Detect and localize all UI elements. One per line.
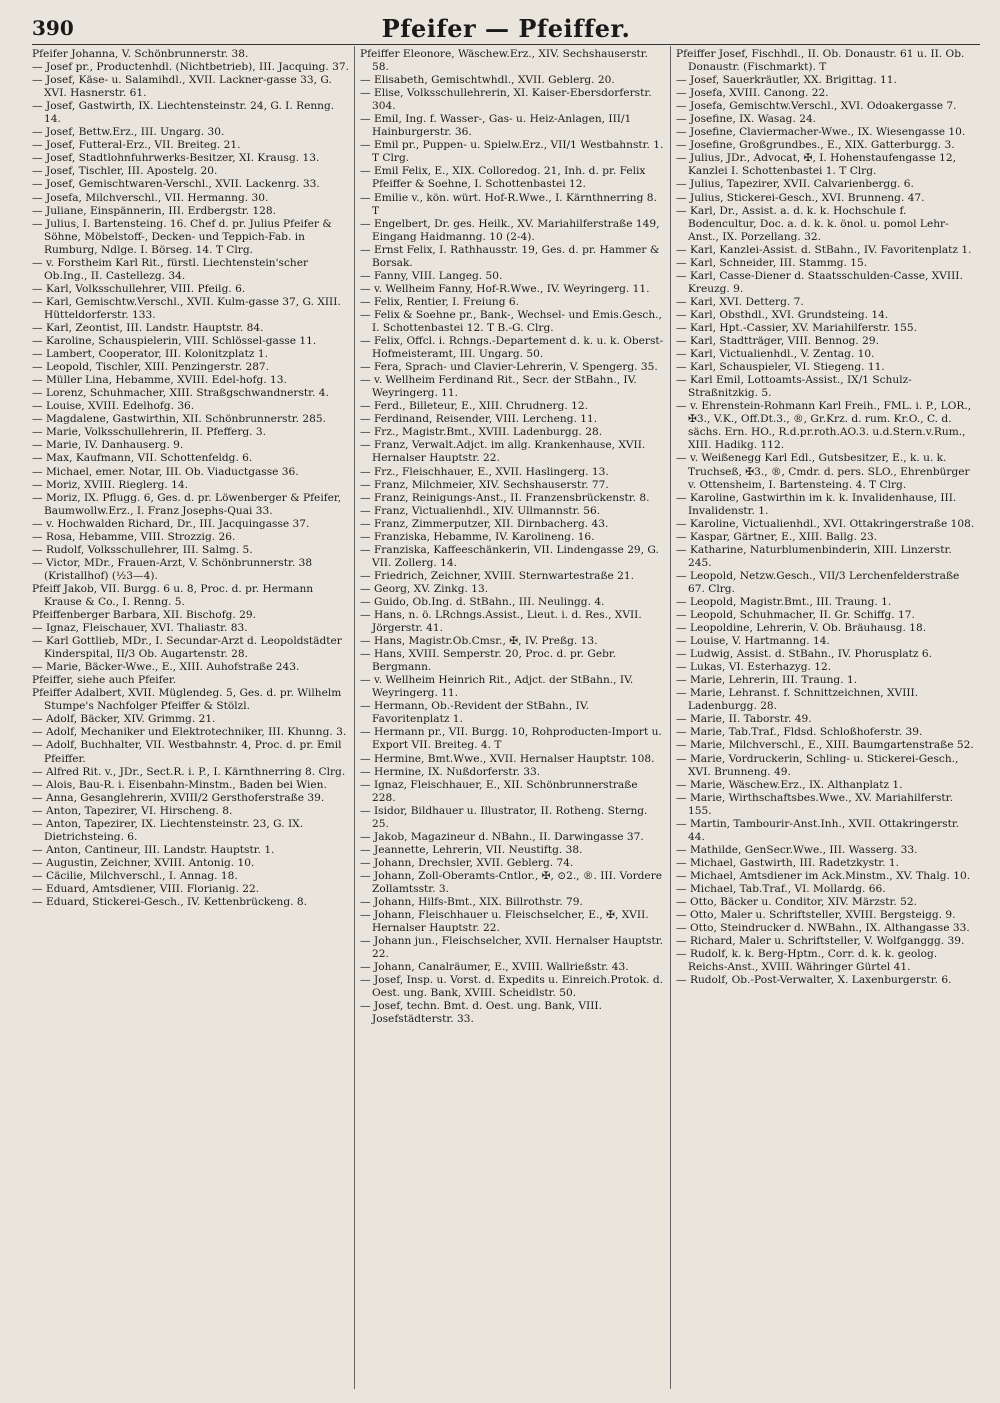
directory-entry: — Leopold, Magistr.Bmt., III. Traung. 1. — [676, 595, 892, 608]
directory-entry: — Johann jun., Fleischselcher, XVII. Hernalser Hauptstr. 22. — [360, 935, 664, 961]
directory-entry: — Karoline, Schauspielerin, VIII. Schlössel-gasse 11. — [32, 335, 317, 348]
directory-entry: — Fanny, VIII. Langeg. 50. — [360, 269, 503, 282]
column-right — [676, 48, 978, 987]
directory-entry: — Hans, n. ö. LRchngs.Assist., Lieut. i. d. Res., XVII. Jörgerstr. 41. — [360, 609, 642, 635]
directory-entry: Pfeiffer Josef, Fischhdl., II. Ob. Donaustr. 61 u. II. Ob. Donaustr. (Fischmarkt). T — [676, 48, 965, 74]
directory-entry: — Josef, techn. Bmt. d. Oest. ung. Bank, VIII. Josefstädterstr. 33. — [360, 1000, 602, 1026]
directory-entry: — Otto, Bäcker u. Conditor, XIV. Märzstr. 52. — [676, 896, 917, 909]
directory-entry: — Engelbert, Dr. ges. Heilk., XV. Mariahilferstraße 149, Eingang Haidmanng. 10 (2-4). — [360, 217, 660, 243]
directory-entry: — Franz, Reinigungs-Anst., II. Franzensbrückenstr. 8. — [360, 491, 650, 504]
directory-entry: — Moriz, IX. Pflugg. 6, Ges. d. pr. Löwenberger & Pfeifer, Baumwollw.Erz., I. Franz Josephs-Quai 33. — [32, 491, 342, 517]
directory-entry: — Adolf, Buchhalter, VII. Westbahnstr. 4, Proc. d. pr. Emil Pfeiffer. — [32, 739, 342, 765]
directory-entry: — Johann, Fleischhauer u. Fleischselcher, E., ✠, XVII. Hernalser Hauptstr. 22. — [360, 909, 649, 935]
directory-entry: — Josefa, Gemischtw.Verschl., XVI. Odoakergasse 7. — [676, 100, 957, 113]
directory-entry: — Moriz, XVIII. Rieglerg. 14. — [32, 478, 188, 491]
directory-entry: — Karl, Victualienhdl., V. Zentag. 10. — [676, 348, 875, 361]
directory-entry: — Hermine, IX. Nußdorferstr. 33. — [360, 765, 541, 778]
directory-entry: — Augustin, Zeichner, XVIII. Antonig. 10. — [32, 856, 255, 869]
directory-entry: — Anton, Tapezirer, IX. Liechtensteinstr. 23, G. IX. Dietrichsteing. 6. — [32, 817, 304, 843]
directory-entry: — Anton, Tapezirer, VI. Hirscheng. 8. — [32, 804, 233, 817]
directory-entry: — Friedrich, Zeichner, XVIII. Sternwartestraße 21. — [360, 569, 635, 582]
directory-entry: — Müller Lina, Hebamme, XVIII. Edel-hofg. 13. — [32, 374, 287, 387]
directory-entry: — Josef, Futteral-Erz., VII. Breiteg. 21. — [32, 139, 241, 152]
column-left — [32, 48, 350, 909]
directory-entry: — v. Forstheim Karl Rit., fürstl. Liechtenstein'scher Ob.Ing., II. Castellezg. 34. — [32, 256, 309, 282]
directory-entry: — Josefine, IX. Wasag. 24. — [676, 113, 817, 126]
directory-entry: — Fera, Sprach- und Clavier-Lehrerin, V. Spengerg. 35. — [360, 361, 658, 374]
directory-entry: — Karl Emil, Lottoamts-Assist., IX/1 Schulz-Straßnitzkig. 5. — [676, 374, 912, 400]
column-divider — [670, 46, 671, 1389]
directory-entry: — Hermann, Ob.-Revident der StBahn., IV. Favoritenplatz 1. — [360, 700, 590, 726]
directory-entry: — Emil pr., Puppen- u. Spielw.Erz., VII/1 Westbahnstr. 1. T Clrg. — [360, 139, 664, 165]
directory-entry: — Franz, Victualienhdl., XIV. Ullmannstr. 56. — [360, 504, 601, 517]
directory-entry: — Lambert, Cooperator, III. Kolonitzplatz 1. — [32, 348, 268, 361]
directory-entry: — Michael, Gastwirth, III. Radetzkystr. 1. — [676, 856, 900, 869]
directory-entry: — Otto, Steindrucker d. NWBahn., IX. Althangasse 33. — [676, 922, 970, 935]
directory-entry: — Emil Felix, E., XIX. Colloredog. 21, Inh. d. pr. Felix Pfeiffer & Soehne, I. Schottenbastei 12. — [360, 165, 646, 191]
directory-entry: — Karl Gottlieb, MDr., I. Secundar-Arzt d. Leopoldstädter Kinderspital, II/3 Ob. Augartenstr. 28. — [32, 635, 342, 661]
directory-entry: — Elisabeth, Gemischtwhdl., XVII. Geblerg. 20. — [360, 74, 615, 87]
directory-entry: — Karl, Zeontist, III. Landstr. Hauptstr. 84. — [32, 321, 264, 334]
directory-entry: — v. Hochwalden Richard, Dr., III. Jacquingasse 37. — [32, 517, 310, 530]
directory-entry: — Marie, Wäschew.Erz., IX. Althanplatz 1. — [676, 778, 903, 791]
page-header — [32, 10, 980, 46]
directory-entry: — Marie, Vordruckerin, Schling- u. Stickerei-Gesch., XVI. Brunneng. 49. — [676, 752, 959, 778]
directory-entry: — Hermann pr., VII. Burgg. 10, Rohproducten-Import u. Export VII. Breiteg. 4. T — [360, 726, 662, 752]
directory-entry: — Martin, Tambourir-Anst.Inh., XVII. Ottakringerstr. 44. — [676, 817, 960, 843]
directory-entry: — Julius, Tapezirer, XVII. Calvarienbergg. 6. — [676, 178, 914, 191]
directory-entry: — Ignaz, Fleischhauer, E., XII. Schönbrunnerstraße 228. — [360, 778, 638, 804]
directory-entry: — Eduard, Stickerei-Gesch., IV. Kettenbrückeng. 8. — [32, 896, 308, 909]
directory-entry: — Hans, Magistr.Ob.Cmsr., ✠, IV. Preßg. 13. — [360, 635, 598, 648]
directory-entry: — Karoline, Gastwirthin im k. k. Invalidenhause, III. Invalidenstr. 1. — [676, 491, 957, 517]
directory-entry: — Eduard, Amtsdiener, VIII. Florianig. 22. — [32, 883, 260, 895]
directory-entry: — Frz., Fleischhauer, E., XVII. Haslingerg. 13. — [360, 465, 609, 478]
header-rule — [32, 44, 980, 45]
directory-entry: — Karl, Volksschullehrer, VIII. Pfeilg. 6. — [32, 282, 246, 295]
directory-entry: — Rudolf, Ob.-Post-Verwalter, X. Laxenburgerstr. 6. — [676, 974, 952, 987]
directory-entry: — Rudolf, k. k. Berg-Hptm., Corr. d. k. k. geolog. Reichs-Anst., XVIII. Währinger Gürtel 41. — [676, 948, 938, 974]
directory-entry: — Marie, Tab.Traf., Fldsd. Schloßhoferstr. 39. — [676, 726, 923, 739]
page-title: Pfeifer — Pfeiffer. — [381, 14, 631, 43]
page-number: 390 — [32, 16, 74, 40]
directory-entry: — Marie, IV. Danhauserg. 9. — [32, 439, 184, 452]
directory-entry: — Josefa, XVIII. Canong. 22. — [676, 87, 829, 100]
directory-entry: — Josef, Bettw.Erz., III. Ungarg. 30. — [32, 126, 225, 139]
directory-entry: — Leopold, Netzw.Gesch., VII/3 Lerchenfelderstraße 67. Clrg. — [676, 569, 960, 595]
directory-entry: — Josef, Gastwirth, IX. Liechtensteinstr. 24, G. I. Renng. 14. — [32, 100, 335, 126]
directory-entry: — Ferdinand, Reisender, VIII. Lercheng. 11. — [360, 413, 598, 426]
directory-entry: — v. Wellheim Fanny, Hof-R.Wwe., IV. Weyringerg. 11. — [360, 282, 650, 295]
directory-entry: — Frz., Magistr.Bmt., XVIII. Ladenburgg. 28. — [360, 426, 603, 439]
directory-entry: — Josef, Stadtlohnfuhrwerks-Besitzer, XI. Krausg. 13. — [32, 152, 320, 165]
directory-entry: — Marie, Bäcker-Wwe., E., XIII. Auhofstraße 243. — [32, 661, 300, 674]
directory-entry: — Karl, Schauspieler, VI. Stiegeng. 11. — [676, 361, 885, 374]
directory-entry: — Julius, JDr., Advocat, ✠, I. Hohenstaufengasse 12, Kanzlei I. Schottenbastei 1. T Clrg. — [676, 152, 956, 178]
directory-entry: — Ferd., Billeteur, E., XIII. Chrudnerg. 12. — [360, 400, 588, 413]
directory-entry: — v. Wellheim Ferdinand Rit., Secr. der StBahn., IV. Weyringerg. 11. — [360, 374, 637, 400]
directory-entry: — Max, Kaufmann, VII. Schottenfeldg. 6. — [32, 452, 253, 465]
directory-entry: — Marie, Lehranst. f. Schnittzeichnen, XVIII. Ladenburgg. 28. — [676, 687, 919, 713]
directory-entry: — Karl, Kanzlei-Assist. d. StBahn., IV. Favoritenplatz 1. — [676, 243, 972, 256]
directory-entry: — Marie, Volksschullehrerin, II. Pfefferg. 3. — [32, 426, 267, 439]
directory-entry: — Julius, I. Bartensteing. 16. Chef d. pr. Julius Pfeifer & Söhne, Möbelstoff-, Decken- und Teppich-Fab. in Rumburg, Ndlge. I. Börseg. 14. T Clrg. — [32, 217, 332, 256]
directory-entry: — Rosa, Hebamme, VIII. Strozzig. 26. — [32, 530, 236, 543]
directory-entry: — Marie, Lehrerin, III. Traung. 1. — [676, 674, 858, 687]
column-middle — [360, 48, 664, 1027]
directory-entry: — Emilie v., kön. würt. Hof-R.Wwe., I. Kärnthnerring 8. T — [360, 191, 657, 217]
directory-entry: — v. Ehrenstein-Rohmann Karl Freih., FML. i. P., LOR., ✠3., V.K., Off.Dt.3., ®, Gr.Krz. d. rum. Kr.O., C. d. sächs. Ern. HO., R.d.pr.roth.AO.3. u.d.Stern.v.Rum., XIII. Hadikg. 112. — [676, 400, 972, 452]
directory-entry: Pfeiffer Adalbert, XVII. Müglendeg. 5, Ges. d. pr. Wilhelm Stumpe's Nachfolger Pfeiffer & Stölzl. — [32, 687, 342, 713]
directory-entry: — v. Weißenegg Karl Edl., Gutsbesitzer, E., k. u. k. Truchseß, ✠3., ®, Cmdr. d. pers. SLO., Ehrenbürger v. Ottensheim, I. Bartensteing. 4. T Clrg. — [676, 452, 970, 491]
directory-entry: — Josef, Sauerkräutler, XX. Brigittag. 11. — [676, 74, 897, 87]
directory-entry: — Franziska, Hebamme, IV. Karolineng. 16. — [360, 530, 595, 543]
directory-entry: — Leopoldine, Lehrerin, V. Ob. Bräuhausg. 18. — [676, 622, 927, 635]
directory-entry: — Johann, Drechsler, XVII. Geblerg. 74. — [360, 856, 574, 869]
directory-entry: — Felix & Soehne pr., Bank-, Wechsel- und Emis.Gesch., I. Schottenbastei 12. T B.-G. Clrg. — [360, 308, 662, 334]
directory-entry: — Johann, Canalräumer, E., XVIII. Wallrießstr. 43. — [360, 961, 629, 974]
directory-entry: — Karl, XVI. Detterg. 7. — [676, 295, 804, 308]
directory-entry: — Franz, Milchmeier, XIV. Sechshauserstr. 77. — [360, 478, 609, 491]
directory-entry: — Otto, Maler u. Schriftsteller, XVIII. Bergsteigg. 9. — [676, 909, 956, 922]
directory-entry: Pfeifer Johanna, V. Schönbrunnerstr. 38. — [32, 48, 249, 60]
directory-entry: — Josef, Tischler, III. Apostelg. 20. — [32, 165, 218, 178]
directory-entry: — Marie, Wirthschaftsbes.Wwe., XV. Mariahilferstr. 155. — [676, 791, 953, 817]
directory-entry: Pfeiffer, siehe auch Pfeifer. — [32, 674, 177, 687]
directory-entry: — Leopold, Tischler, XIII. Penzingerstr. 287. — [32, 361, 270, 374]
directory-entry: — Ignaz, Fleischauer, XVI. Thaliastr. 83. — [32, 622, 248, 635]
directory-entry: — Josef, Gemischtwaren-Verschl., XVII. Lackenrg. 33. — [32, 178, 320, 191]
directory-entry: — Karl, Stadtträger, VIII. Bennog. 29. — [676, 335, 879, 348]
directory-entry: — Ludwig, Assist. d. StBahn., IV. Phorusplatz 6. — [676, 648, 932, 661]
directory-entry: — Josef, Insp. u. Vorst. d. Expedits u. Einreich.Protok. d. Oest. ung. Bank, XVIII. Scheidlstr. 50. — [360, 974, 663, 1000]
directory-entry: — Josef pr., Productenhdl. (Nichtbetrieb), III. Jacquing. 37. — [32, 61, 349, 74]
directory-entry: — Josefine, Großgrundbes., E., XIX. Gatterburgg. 3. — [676, 139, 955, 152]
directory-entry: — Guido, Ob.Ing. d. StBahn., III. Neulingg. 4. — [360, 595, 605, 608]
directory-entry: — Lukas, VI. Esterhazyg. 12. — [676, 661, 832, 674]
directory-entry: — Franz, Verwalt.Adjct. im allg. Krankenhause, XVII. Hernalser Hauptstr. 22. — [360, 439, 646, 465]
directory-entry: — Jakob, Magazineur d. NBahn., II. Darwingasse 37. — [360, 830, 644, 843]
column-divider — [354, 46, 355, 1389]
directory-entry: — Anna, Gesanglehrerin, XVIII/2 Gersthoferstraße 39. — [32, 791, 325, 804]
directory-entry: — Anton, Cantineur, III. Landstr. Hauptstr. 1. — [32, 843, 275, 856]
directory-entry: — Mathilde, GenSecr.Wwe., III. Wasserg. 33. — [676, 843, 918, 856]
directory-entry: — Kaspar, Gärtner, E., XIII. Ballg. 23. — [676, 530, 878, 543]
directory-entry: — v. Wellheim Heinrich Rit., Adjct. der StBahn., IV. Weyringerg. 11. — [360, 674, 634, 700]
directory-entry: — Louise, V. Hartmanng. 14. — [676, 635, 830, 648]
directory-entry: — Cäcilie, Milchverschl., I. Annag. 18. — [32, 869, 238, 882]
directory-entry: — Victor, MDr., Frauen-Arzt, V. Schönbrunnerstr. 38 (Kristallhof) (½3—4). — [32, 556, 313, 582]
directory-entry: — Karl, Casse-Diener d. Staatsschulden-Casse, XVIII. Kreuzg. 9. — [676, 269, 963, 295]
directory-entry: — Michael, emer. Notar, III. Ob. Viaductgasse 36. — [32, 465, 299, 478]
directory-entry: — Isidor, Bildhauer u. Illustrator, II. Rotheng. Sterng. 25. — [360, 804, 648, 830]
directory-entry: Pfeiffenberger Barbara, XII. Bischofg. 29. — [32, 609, 256, 622]
directory-entry: — Richard, Maler u. Schriftsteller, V. Wolfganggg. 39. — [676, 935, 965, 948]
directory-entry: — Georg, XV. Zinkg. 13. — [360, 582, 489, 595]
directory-entry: — Emil, Ing. f. Wasser-, Gas- u. Heiz-Anlagen, III/1 Hainburgerstr. 36. — [360, 113, 632, 139]
directory-entry: Pfeiff Jakob, VII. Burgg. 6 u. 8, Proc. d. pr. Hermann Krause & Co., I. Renng. 5. — [32, 582, 314, 608]
directory-entry: — Ernst Felix, I. Rathhausstr. 19, Ges. d. pr. Hammer & Borsak. — [360, 243, 660, 269]
directory-entry: — Jeannette, Lehrerin, VII. Neustiftg. 38. — [360, 843, 583, 856]
directory-entry: — Adolf, Bäcker, XIV. Grimmg. 21. — [32, 713, 216, 726]
directory-entry: — Franziska, Kaffeeschänkerin, VII. Lindengasse 29, G. VII. Zollerg. 14. — [360, 543, 659, 569]
directory-entry: — Josefa, Milchverschl., VII. Hermanng. 30. — [32, 191, 269, 204]
directory-entry: — Karl, Dr., Assist. a. d. k. k. Hochschule f. Bodencultur, Doc. a. d. k. k. önol. u. pomol Lehr-Anst., IX. Porzellang. 32. — [676, 204, 949, 243]
directory-entry: — Karoline, Victualienhdl., XVI. Ottakringerstraße 108. — [676, 517, 975, 530]
directory-entry: — Michael, Amtsdiener im Ack.Minstm., XV. Thalg. 10. — [676, 869, 971, 882]
directory-entry: — Hermine, Bmt.Wwe., XVII. Hernalser Hauptstr. 108. — [360, 752, 655, 765]
directory-entry: — Felix, Offcl. i. Rchngs.-Departement d. k. u. k. Oberst-Hofmeisteramt, III. Ungarg. 50. — [360, 335, 664, 361]
directory-entry: — Franz, Zimmerputzer, XII. Dirnbacherg. 43. — [360, 517, 609, 530]
directory-entry: — Marie, Milchverschl., E., XIII. Baumgartenstraße 52. — [676, 739, 974, 752]
directory-entry: — Karl, Schneider, III. Stammg. 15. — [676, 256, 868, 269]
directory-entry: — Alfred Rit. v., JDr., Sect.R. i. P., I. Kärnthnerring 8. Clrg. — [32, 765, 346, 778]
directory-entry: — Rudolf, Volksschullehrer, III. Salmg. 5. — [32, 543, 253, 556]
directory-entry: — Hans, XVIII. Semperstr. 20, Proc. d. pr. Gebr. Bergmann. — [360, 648, 617, 674]
directory-entry: — Marie, II. Taborstr. 49. — [676, 713, 812, 726]
directory-entry: Pfeiffer Eleonore, Wäschew.Erz., XIV. Sechshauserstr. 58. — [360, 48, 649, 74]
directory-entry: — Magdalene, Gastwirthin, XII. Schönbrunnerstr. 285. — [32, 413, 326, 426]
directory-entry: — Alois, Bau-R. i. Eisenbahn-Minstm., Baden bei Wien. — [32, 778, 327, 791]
directory-entry: — Karl, Hpt.-Cassier, XV. Mariahilferstr. 155. — [676, 321, 917, 334]
directory-entry: — Julius, Stickerei-Gesch., XVI. Brunneng. 47. — [676, 191, 925, 204]
directory-entry: — Michael, Tab.Traf., VI. Mollardg. 66. — [676, 883, 886, 895]
directory-entry: — Lorenz, Schuhmacher, XIII. Straßgschwandnerstr. 4. — [32, 387, 329, 400]
directory-entry: — Felix, Rentier, I. Freiung 6. — [360, 295, 519, 308]
directory-entry: — Johann, Zoll-Oberamts-Cntlor., ✠, ⊙2., ®. III. Vordere Zollamtsstr. 3. — [360, 869, 663, 895]
directory-entry: — Josefine, Claviermacher-Wwe., IX. Wiesengasse 10. — [676, 126, 966, 139]
directory-entry: — Louise, XVIII. Edelhofg. 36. — [32, 400, 195, 413]
directory-entry: — Karl, Obsthdl., XVI. Grundsteing. 14. — [676, 308, 889, 321]
directory-entry: — Katharine, Naturblumenbinderin, XIII. Linzerstr. 245. — [676, 543, 952, 569]
directory-entry: — Josef, Käse- u. Salamihdl., XVII. Lackner-gasse 33, G. XVI. Hasnerstr. 61. — [32, 74, 332, 100]
directory-entry: — Leopold, Schuhmacher, II. Gr. Schiffg. 17. — [676, 609, 915, 622]
directory-entry: — Adolf, Mechaniker und Elektrotechniker, III. Khunng. 3. — [32, 726, 347, 739]
directory-entry: — Juliane, Einspännerin, III. Erdbergstr. 128. — [32, 204, 277, 217]
directory-entry: — Elise, Volksschullehrerin, XI. Kaiser-Ebersdorferstr. 304. — [360, 87, 652, 113]
directory-entry: — Karl, Gemischtw.Verschl., XVII. Kulm-gasse 37, G. XIII. Hütteldorferstr. 133. — [32, 295, 341, 321]
directory-entry: — Johann, Hilfs-Bmt., XIX. Billrothstr. 79. — [360, 896, 583, 909]
